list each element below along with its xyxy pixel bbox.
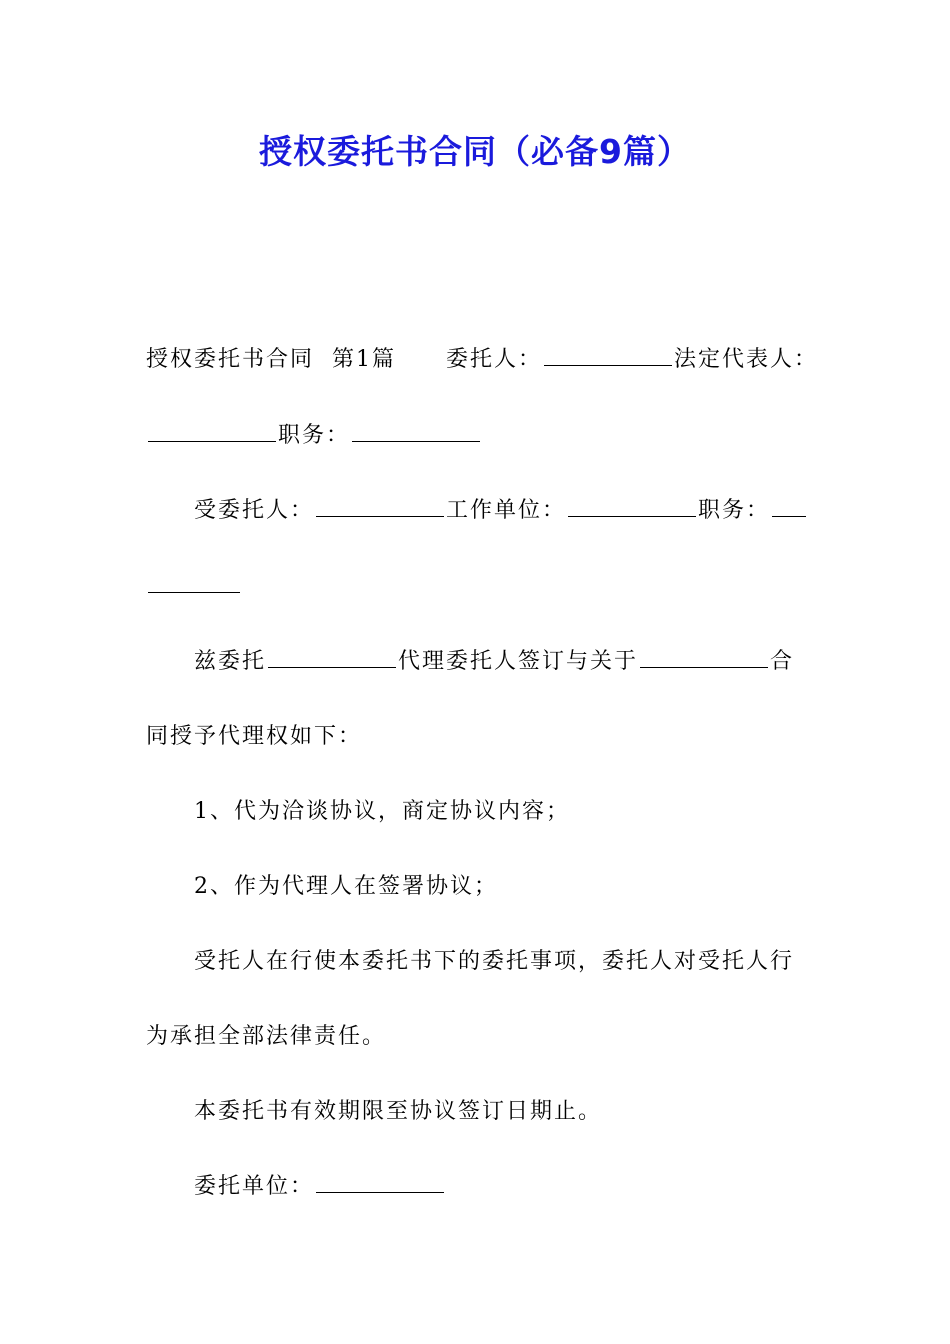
entrusted-party-blank: [268, 666, 396, 668]
validity-text: 本委托书有效期限至协议签订日期止。: [194, 1099, 603, 1124]
agent-position-blank-end: [148, 591, 240, 593]
position-blank: [352, 440, 480, 442]
entrust-text-3: 合: [770, 649, 795, 674]
liability-text-2: 为承担全部法律责任。: [146, 1024, 387, 1049]
liability-text-1: 受托人在行使本委托书下的委托事项，委托人对受托人行: [194, 949, 795, 974]
entrusting-unit-label: 委托单位：: [194, 1174, 315, 1199]
section-heading: 授权委托书合同: [146, 347, 315, 372]
line-entrust: [194, 645, 884, 679]
principal-blank: [544, 364, 672, 366]
entrust-text-1: 兹委托: [194, 649, 267, 674]
line-entrust-continued: [146, 720, 836, 754]
line-principal: [146, 343, 836, 377]
position-label: 职务：: [278, 423, 351, 448]
document-title: 授权委托书合同（必备9篇）: [259, 132, 691, 171]
line-agent-continued: [146, 570, 836, 604]
agent-blank: [316, 515, 444, 517]
agent-position-label: 职务：: [698, 498, 771, 523]
contract-name-blank: [640, 666, 768, 668]
entrust-text-4: 同授予代理权如下：: [146, 724, 363, 749]
chapter-label: 第1篇: [332, 347, 397, 372]
line-agent: [194, 494, 884, 528]
agent-position-blank-start: [772, 515, 806, 517]
entrusting-unit-blank: [316, 1191, 444, 1193]
list-item-1: 1、代为洽谈协议，商定协议内容；: [194, 799, 570, 824]
line-entrusting-unit: [194, 1170, 884, 1204]
agent-label: 受委托人：: [194, 498, 315, 523]
line-position: [146, 419, 836, 453]
legal-rep-label: 法定代表人：: [674, 347, 819, 372]
entrust-text-2: 代理委托人签订与关于: [398, 649, 639, 674]
workplace-label: 工作单位：: [446, 498, 567, 523]
workplace-blank: [568, 515, 696, 517]
principal-label: 委托人：: [446, 347, 543, 372]
legal-rep-blank: [148, 440, 276, 442]
list-item-2: 2、作为代理人在签署协议；: [194, 874, 498, 899]
